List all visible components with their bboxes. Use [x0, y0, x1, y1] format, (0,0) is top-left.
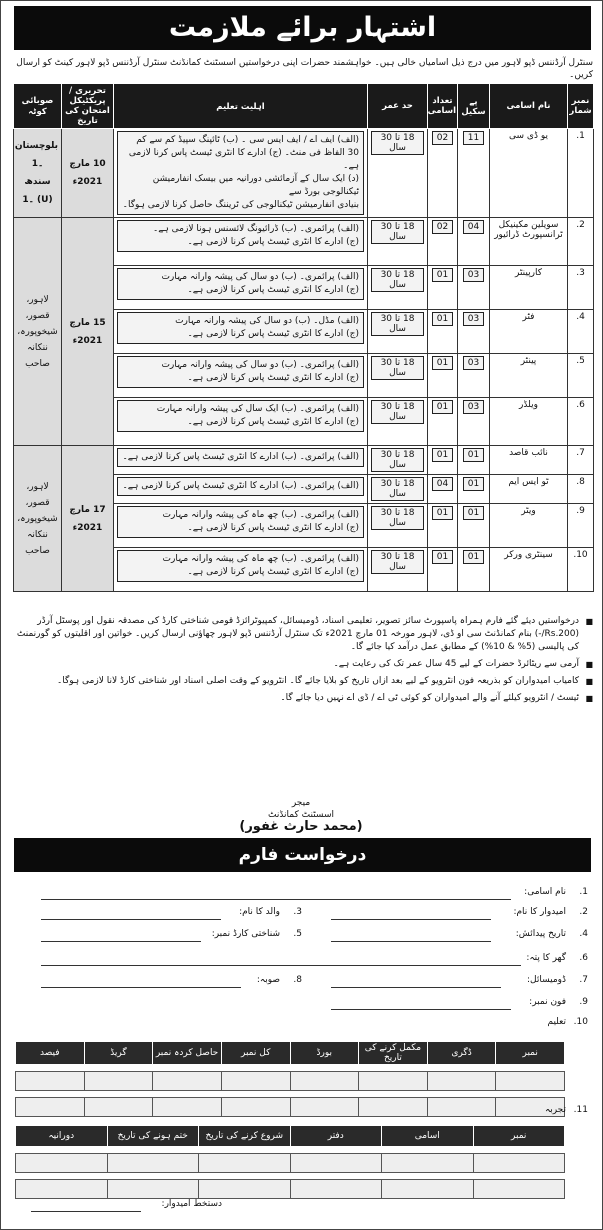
field-number: 11. [573, 1105, 588, 1115]
experience-cell[interactable] [16, 1154, 108, 1173]
age-cell: 18 تا 30 سال [371, 268, 424, 292]
test-date-cell: 10 مارچ 2021ء [62, 129, 114, 218]
address-field[interactable] [41, 965, 521, 966]
table-row [16, 1098, 565, 1117]
province-field[interactable] [41, 987, 241, 988]
candidate-signature-field[interactable] [31, 1211, 141, 1212]
age-cell: 18 تا 30 سال [371, 356, 424, 380]
table-row [14, 446, 594, 475]
signature-block [201, 797, 401, 833]
qualification-line: (ج) ادارے کا انٹری ٹیسٹ پاس کرنا لازمی ہے۔ [187, 329, 359, 339]
qualification-cell [114, 475, 368, 504]
experience-cell[interactable] [16, 1180, 108, 1199]
table-row [16, 1180, 565, 1199]
age-cell: 18 تا 30 سال [371, 506, 424, 530]
age-cell: 18 تا 30 سال [371, 131, 424, 155]
education-cell[interactable] [221, 1072, 290, 1091]
table-row [14, 218, 594, 266]
cnic-field[interactable] [41, 941, 201, 942]
quota-cell: لاہور، قصور، شیخوپورہ، ننکانہ صاحب [14, 218, 62, 446]
intro-text: سنٹرل آرڈننس ڈپو لاہور میں درج ذیل اسامیاں خالی ہیں۔ خواہشمند حضرات اپنی درخواستیں اسسٹنٹ کمانڈنٹ سنٹرل آرڈننس ڈپو لاہور کینٹ کو ارسال کریں۔ [16, 58, 593, 80]
experience-cell[interactable] [473, 1180, 565, 1199]
father-name-label: والد کا نام: [239, 907, 280, 917]
qualification-line: (ج) ادارے کا انٹری ٹیسٹ پاس کرنا لازمی ہے۔ [187, 373, 359, 383]
quota-cell: لاہور، قصور، شیخوپورہ، ننکانہ صاحب [14, 446, 62, 592]
note-item: ■ کامیاب امیدواران کو بذریعہ فون انٹرویو کے لیے بعد ازاں تاریخ کو بلایا جائے گا۔ انٹرویو کے وقت اصلی اسناد اور شناختی کارڈ لانا لازمی ہوگا۔ [13, 675, 593, 688]
field-number: 1. [579, 887, 588, 897]
header-count: تعداد اسامی [428, 84, 458, 129]
education-header: کل نمبر [221, 1042, 290, 1065]
scale-cell: 01 [463, 448, 484, 462]
post-cell: فٹر [490, 310, 568, 354]
post-cell: ویلڈر [490, 398, 568, 446]
signature-rank: میجر [291, 798, 311, 808]
qualification-line: (الف) مڈل۔ (ب) دو سال کی پیشہ وارانہ مہارت [175, 316, 359, 326]
education-header: فیصد [16, 1042, 85, 1065]
jobs-table [13, 83, 594, 592]
test-date-cell: 15 مارچ 2021ء [62, 218, 114, 446]
post-cell: سینٹری ورکر [490, 548, 568, 592]
qualification-cell [114, 129, 368, 218]
education-header-row [16, 1042, 565, 1065]
qualification-cell [114, 218, 368, 266]
qualification-line: 30 الفاظ فی منٹ۔ (ج) ادارے کا انٹری ٹیسٹ پاس کرنا لازمی ہے۔ [128, 148, 359, 171]
serial-cell: 2. [568, 218, 594, 266]
field-number: 7. [579, 975, 588, 985]
serial-cell: 1. [568, 129, 594, 218]
experience-table [15, 1125, 565, 1199]
count-cell: 02 [432, 220, 453, 234]
education-cell[interactable] [16, 1072, 85, 1091]
post-name-label: نام اسامی: [524, 887, 566, 897]
post-cell: سویلین مکینیکل ٹرانسپورٹ ڈرائیور [490, 218, 568, 266]
qualification-line: (ج) ادارے کا انٹری ٹیسٹ پاس کرنا لازمی ہے۔ [187, 285, 359, 295]
age-cell: 18 تا 30 سال [371, 400, 424, 424]
education-label: تعلیم [547, 1017, 566, 1027]
education-cell[interactable] [290, 1072, 359, 1091]
note-item: ■ ٹیسٹ / انٹرویو کیلئے آنے والے امیدواران کو کوئی ٹی اے / ڈی اے نہیں دیا جائے گا۔ [13, 692, 593, 705]
field-number: 6. [579, 953, 588, 963]
qualification-cell [114, 398, 368, 446]
header-age: حد عمر [368, 84, 428, 129]
education-cell[interactable] [153, 1072, 222, 1091]
qualification-cell [114, 266, 368, 310]
scale-cell: 01 [463, 506, 484, 520]
field-number: 2. [579, 907, 588, 917]
qualification-line: (الف) پرائمری۔ (ب) چھ ماہ کی پیشہ وارانہ مہارت [162, 554, 359, 564]
scale-cell: 04 [463, 220, 484, 234]
post-cell: نائب قاصد [490, 446, 568, 475]
count-cell: 01 [432, 356, 453, 370]
education-header: مکمل کرنے کی تاریخ [359, 1042, 428, 1065]
qualification-cell [114, 354, 368, 398]
scale-cell: 03 [463, 400, 484, 414]
header-scale: پے سکیل [458, 84, 490, 129]
qualification-line: (الف) پرائمری۔ (ب) ادارے کا انٹری ٹیسٹ پاس کرنا لازمی ہے۔ [122, 481, 359, 491]
serial-cell: 4. [568, 310, 594, 354]
education-table [15, 1041, 565, 1117]
experience-cell[interactable] [382, 1180, 474, 1199]
education-cell[interactable] [427, 1072, 496, 1091]
header-serial: نمبر شمار [568, 84, 594, 129]
education-header: ڈگری [427, 1042, 496, 1065]
field-number: 4. [579, 929, 588, 939]
quota-cell: بلوچستان ۔1 سندھ (U) ۔1 [14, 129, 62, 218]
experience-cell[interactable] [107, 1154, 199, 1173]
experience-header: شروع کرنے کی تاریخ [199, 1126, 291, 1147]
serial-cell: 7. [568, 446, 594, 475]
experience-header-row [16, 1126, 565, 1147]
qualification-line: (الف) پرائمری۔ (ب) ادارے کا انٹری ٹیسٹ پاس کرنا لازمی ہے۔ [122, 452, 359, 462]
experience-cell[interactable] [473, 1154, 565, 1173]
dob-label: تاریخ پیدائش: [515, 929, 566, 939]
count-cell: 01 [432, 268, 453, 282]
field-number: 3. [293, 907, 302, 917]
post-cell: ٹو ایس ایم [490, 475, 568, 504]
scale-cell: 03 [463, 356, 484, 370]
notes-section [13, 615, 593, 709]
education-cell[interactable] [290, 1098, 359, 1117]
education-header: گریڈ [84, 1042, 153, 1065]
candidate-name-field[interactable] [331, 919, 491, 920]
field-number: 10. [573, 1017, 588, 1027]
count-cell: 01 [432, 506, 453, 520]
serial-cell: 6. [568, 398, 594, 446]
experience-header: دفتر [290, 1126, 382, 1147]
experience-cell[interactable] [107, 1180, 199, 1199]
father-name-field[interactable] [41, 919, 221, 920]
age-cell: 18 تا 30 سال [371, 220, 424, 244]
qualification-cell [114, 446, 368, 475]
domicile-label: ڈومیسائل: [526, 975, 566, 985]
age-cell: 18 تا 30 سال [371, 312, 424, 336]
qualification-line: (الف) پرائمری۔ (ب) دو سال کی پیشہ وارانہ مہارت [161, 272, 359, 282]
signature-role: اسسٹنٹ کمانڈنٹ [267, 810, 334, 820]
education-cell[interactable] [16, 1098, 85, 1117]
experience-cell[interactable] [199, 1154, 291, 1173]
note-item: ■ آرمی سے ریٹائرڈ حضرات کے لیے 45 سال عمر تک کی رعایت ہے۔ [13, 658, 593, 671]
qualification-line: بنیادی انفارمیشن ٹیکنالوجی کی ٹریننگ حاصل کرنا لازمی ہوگا۔ [122, 200, 359, 210]
experience-label: تجربہ [544, 1105, 566, 1115]
scale-cell: 01 [463, 477, 484, 491]
serial-cell: 5. [568, 354, 594, 398]
field-number: 9. [579, 997, 588, 1007]
experience-header: ختم ہونے کی تاریخ [107, 1126, 199, 1147]
scale-cell: 01 [463, 550, 484, 564]
experience-cell[interactable] [382, 1154, 474, 1173]
qualification-line: (ج) ادارے کا انٹری ٹیسٹ پاس کرنا لازمی ہے۔ [187, 417, 359, 427]
serial-cell: 9. [568, 504, 594, 548]
phone-label: فون نمبر: [529, 997, 566, 1007]
count-cell: 01 [432, 400, 453, 414]
serial-cell: 8. [568, 475, 594, 504]
dob-field[interactable] [331, 941, 491, 942]
province-label: صوبہ: [256, 975, 280, 985]
experience-header: اسامی [382, 1126, 474, 1147]
experience-cell[interactable] [199, 1180, 291, 1199]
application-form-title: درخواست فارم [14, 838, 591, 872]
table-row [16, 1154, 565, 1173]
qualification-cell [114, 504, 368, 548]
scale-cell: 03 [463, 268, 484, 282]
scale-cell: 11 [463, 131, 484, 145]
phone-field[interactable] [331, 1009, 511, 1010]
qualification-line: (ج) ادارے کا انٹری ٹیسٹ پاس کرنا لازمی ہے۔ [187, 523, 359, 533]
experience-cell[interactable] [290, 1154, 382, 1173]
header-post: نام اسامی [490, 84, 568, 129]
table-row [16, 1072, 565, 1091]
qualification-cell [114, 548, 368, 592]
post-cell: کارپینٹر [490, 266, 568, 310]
note-item: ■ درخواستیں دیئے گئے فارم ہمراہ پاسپورٹ سائز تصویر، تعلیمی اسناد، ڈومیسائل، کمپیوٹرائزڈ قومی شناختی کارڈ کی مصدقہ نقول اور پوسٹل آرڈر (Rs.200/-) بنام کمانڈنٹ سی او ڈی، لاہور مورخہ 01 مارچ 2021ء تک سنٹرل آرڈننس ڈپو لاہور چھاؤنی ارسال کریں۔ خواتین اور اقلیتوں کو گورنمنٹ کی پالیسی (5% & 10%) کے مطابق عمل درآمد کیا جائے گا۔ [13, 615, 593, 654]
qualification-line: (الف) پرائمری۔ (ب) ایک سال کی پیشہ وارانہ مہارت [156, 404, 359, 414]
qualification-line: (الف) پرائمری۔ (ب) دو سال کی پیشہ وارانہ مہارت [161, 360, 359, 370]
candidate-name-label: امیدوار کا نام: [513, 907, 566, 917]
count-cell: 04 [432, 477, 453, 491]
education-cell[interactable] [496, 1072, 565, 1091]
qualification-line: (الف) پرائمری۔ (ب) چھ ماہ کی پیشہ وارانہ مہارت [162, 510, 359, 520]
domicile-field[interactable] [331, 987, 501, 988]
qualification-line: (ج) ادارے کا انٹری ٹیسٹ پاس کرنا لازمی ہے۔ [187, 567, 359, 577]
count-cell: 02 [432, 131, 453, 145]
scale-cell: 03 [463, 312, 484, 326]
candidate-signature-label: دستخط امیدوار: [161, 1199, 222, 1209]
age-cell: 18 تا 30 سال [371, 550, 424, 574]
table-row [14, 129, 594, 218]
header-quota: صوبائی کوٹہ [14, 84, 62, 129]
education-cell[interactable] [359, 1098, 428, 1117]
education-cell[interactable] [221, 1098, 290, 1117]
post-cell: ویٹر [490, 504, 568, 548]
post-cell: یو ڈی سی [490, 129, 568, 218]
header-test-date: تحریری / پریکٹیکل امتحان کی تاریخ [62, 84, 114, 129]
qualification-line: (د) ایک سال کے آزمائشی دورانیہ میں بیسک انفارمیشن ٹیکنالوجی بورڈ سے [152, 174, 359, 197]
field-number: 8. [293, 975, 302, 985]
experience-cell[interactable] [290, 1180, 382, 1199]
signature-name: (محمد حارث غفور) [239, 819, 363, 834]
education-header: نمبر [496, 1042, 565, 1065]
serial-cell: 3. [568, 266, 594, 310]
qualification-line: (ج) ادارے کا انٹری ٹیسٹ پاس کرنا لازمی ہے۔ [187, 237, 359, 247]
count-cell: 01 [432, 550, 453, 564]
education-cell[interactable] [84, 1072, 153, 1091]
age-cell: 18 تا 30 سال [371, 477, 424, 501]
address-label: گھر کا پتہ: [526, 953, 566, 963]
test-date-cell: 17 مارچ 2021ء [62, 446, 114, 592]
header-qualification: اہلیت تعلیم [114, 84, 368, 129]
serial-cell: 10. [568, 548, 594, 592]
post-name-field[interactable] [41, 899, 511, 900]
education-header: بورڈ [290, 1042, 359, 1065]
education-cell[interactable] [427, 1098, 496, 1117]
education-header: حاصل کردہ نمبر [153, 1042, 222, 1065]
qualification-line: (الف) ایف اے / ایف ایس سی ۔ (ب) ٹائپنگ سپیڈ کم سے کم [136, 135, 359, 145]
post-cell: پینٹر [490, 354, 568, 398]
experience-header: نمبر [473, 1126, 565, 1147]
cnic-label: شناختی کارڈ نمبر: [211, 929, 280, 939]
table-header-row [14, 84, 594, 129]
field-number: 5. [293, 929, 302, 939]
age-cell: 18 تا 30 سال [371, 448, 424, 472]
advertisement-title: اشتہار برائے ملازمت [14, 6, 591, 50]
education-cell[interactable] [84, 1098, 153, 1117]
count-cell: 01 [432, 448, 453, 462]
qualification-line: (الف) پرائمری۔ (ب) ڈرائیونگ لائسنس ہونا لازمی ہے۔ [153, 224, 359, 234]
experience-header: دورانیہ [16, 1126, 108, 1147]
count-cell: 01 [432, 312, 453, 326]
education-cell[interactable] [153, 1098, 222, 1117]
education-cell[interactable] [359, 1072, 428, 1091]
qualification-cell [114, 310, 368, 354]
